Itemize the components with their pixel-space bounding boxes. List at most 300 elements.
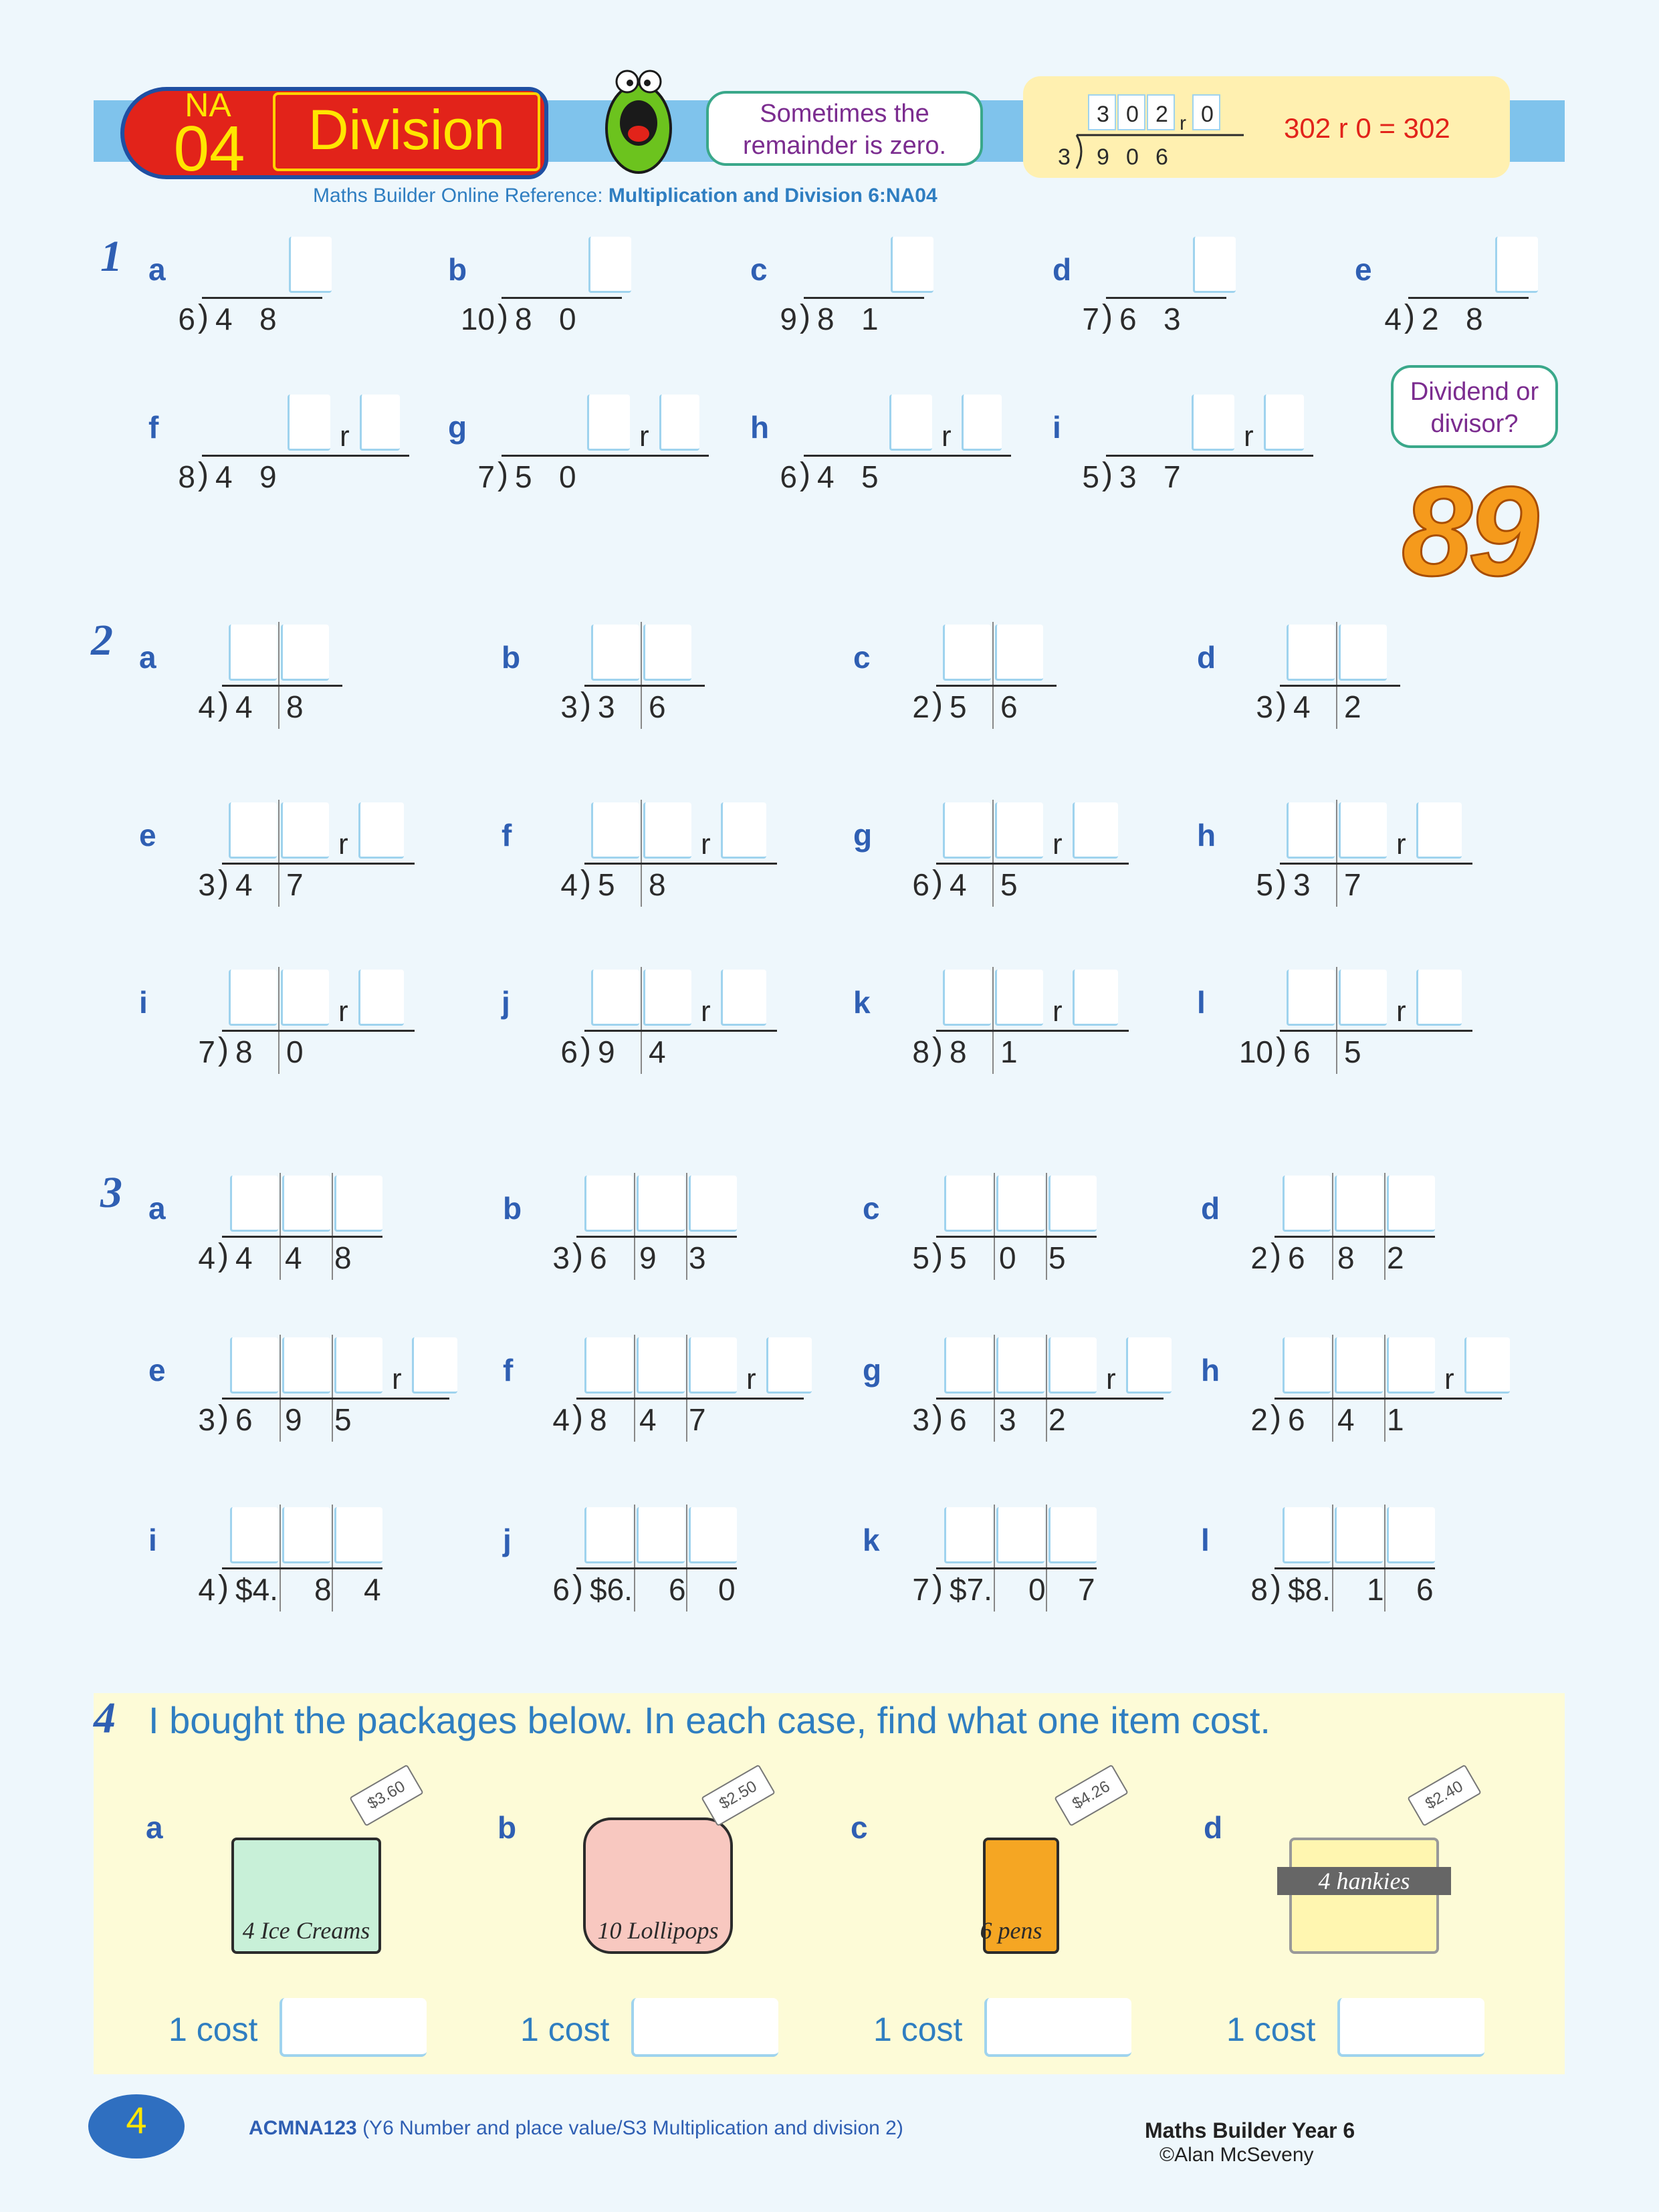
remainder-box[interactable] <box>1416 802 1462 859</box>
page-number: 4 <box>126 2099 147 2141</box>
dividend-digit: 0 <box>999 1240 1016 1275</box>
divisor: 2 <box>912 689 929 724</box>
problem-letter: e <box>139 818 156 853</box>
answer-box[interactable] <box>334 1507 382 1563</box>
number-characters-89: 89 <box>1402 461 1535 602</box>
division-bar <box>202 455 409 457</box>
answer-box[interactable] <box>1335 1176 1383 1232</box>
divisor: 2 <box>1250 1402 1268 1437</box>
dividend-digit: 4 <box>235 689 253 724</box>
column-divider <box>686 1505 687 1612</box>
problem-letter: k <box>863 1523 880 1557</box>
problem-letter: d <box>1197 640 1216 675</box>
column-divider <box>992 967 994 1074</box>
divisor: 5 <box>912 1240 929 1275</box>
division-bar <box>804 297 924 299</box>
division-bar <box>222 1236 382 1238</box>
example-dividend-digit: 6 <box>1155 144 1168 170</box>
thought-bubble: Dividend or divisor? <box>1391 365 1558 448</box>
answer-box[interactable] <box>889 395 932 451</box>
dividend-digit: 8 <box>259 302 277 336</box>
problem-letter: g <box>448 410 467 445</box>
dividend-digit: 4 <box>285 1240 302 1275</box>
dividend-digit: 0 <box>559 302 576 336</box>
answer-box[interactable] <box>591 970 639 1026</box>
answer-box[interactable] <box>995 802 1043 859</box>
division-bar <box>936 1030 1129 1032</box>
dividend-digit: 8 <box>590 1402 607 1437</box>
division-bar <box>936 863 1129 865</box>
column-divider <box>641 622 642 729</box>
dividend-digit: 6 <box>235 1402 253 1437</box>
online-reference <box>313 185 937 207</box>
dividend-digit: 3 <box>999 1402 1016 1437</box>
answer-box[interactable] <box>943 970 991 1026</box>
remainder-box[interactable] <box>659 395 699 451</box>
answer-box[interactable] <box>643 625 691 681</box>
cost-answer-box[interactable] <box>631 1998 778 2057</box>
remainder-box[interactable] <box>962 395 1002 451</box>
remainder-box[interactable] <box>1416 970 1462 1026</box>
problem-letter: i <box>1053 410 1061 445</box>
dividend-digit: 4 <box>364 1572 381 1607</box>
divisor: 6 <box>912 867 929 902</box>
remainder-box[interactable] <box>1264 395 1304 451</box>
dividend-digit: 7 <box>1164 459 1181 494</box>
cost-answer-box[interactable] <box>280 1998 427 2057</box>
division-bracket: ) <box>1276 687 1287 722</box>
remainder-box[interactable] <box>358 970 404 1026</box>
answer-box[interactable] <box>584 1337 633 1394</box>
dividend-digit: 8 <box>314 1572 332 1607</box>
problem-letter: h <box>750 410 770 445</box>
dividend-digit: 7 <box>689 1402 706 1437</box>
division-bar <box>1275 1236 1435 1238</box>
division-bracket: ) <box>218 1569 229 1605</box>
answer-box[interactable] <box>289 237 332 293</box>
divisor: 3 <box>198 867 215 902</box>
division-bar <box>584 685 705 687</box>
answer-box[interactable] <box>584 1507 633 1563</box>
answer-box[interactable] <box>1283 1507 1331 1563</box>
column-divider <box>1332 1335 1333 1442</box>
column-divider <box>278 800 280 907</box>
divisor: 3 <box>912 1402 929 1437</box>
dividend-digit: 6 <box>1288 1240 1305 1275</box>
answer-box[interactable] <box>689 1176 737 1232</box>
divisor: 5 <box>1082 459 1099 494</box>
remainder-box[interactable] <box>358 802 404 859</box>
answer-box[interactable] <box>643 970 691 1026</box>
division-bar <box>222 1567 382 1569</box>
dividend-digit: 6 <box>590 1240 607 1275</box>
item-letter: b <box>497 1810 517 1845</box>
example-r-label: r <box>1180 112 1186 134</box>
answer-box[interactable] <box>281 970 329 1026</box>
division-bracket: ) <box>198 299 209 334</box>
division-bar <box>936 1236 1097 1238</box>
divisor: 4 <box>552 1402 570 1437</box>
problem-letter: f <box>502 818 512 853</box>
example-remainder: 0 <box>1201 102 1214 127</box>
dividend-digit: $4. <box>235 1572 278 1607</box>
division-bar <box>584 1030 777 1032</box>
division-bracket: ) <box>1270 1569 1281 1605</box>
division-bar <box>804 455 1011 457</box>
division-bar <box>1275 1398 1502 1400</box>
column-divider <box>1336 800 1337 907</box>
answer-box[interactable] <box>637 1337 685 1394</box>
division-bar <box>936 1567 1097 1569</box>
answer-box[interactable] <box>944 1337 992 1394</box>
divisor: 7 <box>198 1034 215 1069</box>
remainder-label: r <box>701 828 711 861</box>
division-bracket: ) <box>1276 1032 1287 1067</box>
remainder-box[interactable] <box>412 1337 457 1394</box>
answer-box[interactable] <box>229 625 277 681</box>
divisor: 4 <box>198 689 215 724</box>
division-bracket: ) <box>580 687 591 722</box>
answer-box[interactable] <box>996 1176 1044 1232</box>
remainder-label: r <box>746 1363 756 1396</box>
dividend-digit: 4 <box>649 1034 666 1069</box>
problem-letter: h <box>1197 818 1216 853</box>
division-bracket: ) <box>1276 865 1287 900</box>
division-bracket: ) <box>572 1400 583 1435</box>
dividend-digit: 5 <box>334 1402 352 1437</box>
column-divider <box>278 622 280 729</box>
divisor: 4 <box>198 1572 215 1607</box>
division-bar <box>576 1398 804 1400</box>
answer-box[interactable] <box>591 625 639 681</box>
dividend-digit: 8 <box>334 1240 352 1275</box>
dividend-digit: 6 <box>1288 1402 1305 1437</box>
divisor: 3 <box>198 1402 215 1437</box>
remainder-box[interactable] <box>1464 1337 1510 1394</box>
answer-box[interactable] <box>281 625 329 681</box>
division-bar <box>222 1030 415 1032</box>
remainder-label: r <box>639 420 649 453</box>
dividend-digit: 5 <box>861 459 879 494</box>
dividend-digit: 0 <box>1028 1572 1046 1607</box>
answer-box[interactable] <box>282 1337 330 1394</box>
answer-box[interactable] <box>996 1507 1044 1563</box>
divisor: 10 <box>1238 1034 1273 1069</box>
curriculum-reference <box>249 2117 903 2140</box>
division-bracket: ) <box>218 1400 229 1435</box>
dividend-digit: 0 <box>559 459 576 494</box>
column-divider <box>634 1173 635 1280</box>
answer-box[interactable] <box>281 802 329 859</box>
example-quotient-digit: 0 <box>1126 102 1139 127</box>
remainder-box[interactable] <box>721 802 766 859</box>
remainder-box[interactable] <box>766 1337 812 1394</box>
answer-box[interactable] <box>1287 802 1335 859</box>
remainder-label: r <box>340 420 350 453</box>
dividend-digit: 4 <box>1293 689 1311 724</box>
column-divider <box>278 967 280 1074</box>
question-number-4: 4 <box>94 1694 116 1743</box>
mascot-icon <box>602 62 675 175</box>
topic-number: 04 <box>173 113 245 185</box>
problem-letter: e <box>148 1353 166 1388</box>
item-letter: d <box>1204 1810 1223 1845</box>
example-result: 302 r 0 = 302 <box>1284 112 1450 144</box>
problem-letter: c <box>863 1191 880 1226</box>
problem-letter: g <box>863 1353 882 1388</box>
price-tag: $4.26 <box>1054 1764 1129 1826</box>
division-bar <box>502 297 622 299</box>
divisor: 5 <box>1256 867 1273 902</box>
price-tag: $3.60 <box>349 1764 424 1826</box>
answer-box[interactable] <box>637 1176 685 1232</box>
question-number-3: 3 <box>100 1168 122 1217</box>
answer-box[interactable] <box>995 970 1043 1026</box>
division-bar <box>1280 863 1472 865</box>
divisor: 4 <box>1384 302 1402 336</box>
division-bar <box>1275 1567 1435 1569</box>
dividend-digit: 5 <box>1344 1034 1361 1069</box>
problem-letter: f <box>148 410 159 445</box>
answer-box[interactable] <box>230 1507 278 1563</box>
column-divider <box>994 1335 995 1442</box>
answer-box[interactable] <box>334 1337 382 1394</box>
answer-box[interactable] <box>584 1176 633 1232</box>
answer-box[interactable] <box>334 1176 382 1232</box>
division-bracket: ) <box>497 457 508 492</box>
answer-box[interactable] <box>637 1507 685 1563</box>
answer-box[interactable] <box>1339 970 1387 1026</box>
answer-box[interactable] <box>1287 970 1335 1026</box>
column-divider <box>994 1505 995 1612</box>
column-divider <box>1336 622 1337 729</box>
column-divider <box>641 800 642 907</box>
strand-code: NA <box>185 86 231 124</box>
book-title: Maths Builder Year 6 <box>1145 2118 1355 2142</box>
dividend-digit: 5 <box>950 1240 967 1275</box>
dividend-digit: 9 <box>259 459 277 494</box>
answer-box[interactable] <box>1387 1176 1435 1232</box>
remainder-label: r <box>1396 995 1406 1028</box>
division-bar <box>1280 685 1400 687</box>
remainder-box[interactable] <box>1126 1337 1172 1394</box>
answer-box[interactable] <box>1283 1176 1331 1232</box>
answer-box[interactable] <box>282 1176 330 1232</box>
answer-box[interactable] <box>1335 1337 1383 1394</box>
dividend-digit: 5 <box>950 689 967 724</box>
dividend-digit: 5 <box>515 459 532 494</box>
dividend-digit: 2 <box>1048 1402 1066 1437</box>
answer-box[interactable] <box>944 1507 992 1563</box>
answer-box[interactable] <box>229 802 277 859</box>
column-divider <box>280 1335 281 1442</box>
division-bar <box>584 863 777 865</box>
answer-box[interactable] <box>996 1337 1044 1394</box>
answer-box[interactable] <box>1339 625 1387 681</box>
dividend-digit: 6 <box>1416 1572 1434 1607</box>
curriculum-code: ACMNA123 <box>249 2117 357 2139</box>
dividend-digit: 0 <box>286 1034 304 1069</box>
answer-box[interactable] <box>1193 237 1236 293</box>
answer-box[interactable] <box>643 802 691 859</box>
divisor: 6 <box>780 459 797 494</box>
answer-box[interactable] <box>1192 395 1234 451</box>
division-bracket: ) <box>932 1400 943 1435</box>
answer-box[interactable] <box>689 1337 737 1394</box>
division-bar <box>576 1567 737 1569</box>
dividend-digit: 4 <box>817 459 835 494</box>
cost-answer-box[interactable] <box>984 1998 1131 2057</box>
dividend-digit: 1 <box>861 302 879 336</box>
problem-letter: j <box>503 1523 512 1557</box>
dividend-digit: 8 <box>649 867 666 902</box>
tip-speech-bubble: Sometimes the remainder is zero. <box>706 91 983 166</box>
answer-box[interactable] <box>1048 1507 1097 1563</box>
answer-box[interactable] <box>1387 1337 1435 1394</box>
dividend-digit: 4 <box>215 459 233 494</box>
divisor: 10 <box>460 302 495 336</box>
column-divider <box>332 1505 333 1612</box>
example-dividend-digit: 9 <box>1097 144 1109 170</box>
answer-box[interactable] <box>689 1507 737 1563</box>
dividend-digit: $7. <box>950 1572 992 1607</box>
divisor: 3 <box>1256 689 1273 724</box>
problem-letter: b <box>503 1191 522 1226</box>
cost-label: 1 cost <box>873 2011 963 2048</box>
answer-box[interactable] <box>1387 1507 1435 1563</box>
answer-box[interactable] <box>288 395 330 451</box>
column-divider <box>641 967 642 1074</box>
remainder-label: r <box>1053 828 1063 861</box>
answer-box[interactable] <box>230 1337 278 1394</box>
division-bracket: ) <box>572 1569 583 1605</box>
division-bracket: ) <box>572 1238 583 1273</box>
divisor: 7 <box>1082 302 1099 336</box>
divisor: 9 <box>780 302 797 336</box>
division-bracket: ) <box>218 865 229 900</box>
column-divider <box>1332 1173 1333 1280</box>
problem-letter: f <box>503 1353 514 1388</box>
dividend-digit: 1 <box>1367 1572 1384 1607</box>
division-bar <box>1280 1030 1472 1032</box>
answer-box[interactable] <box>1339 802 1387 859</box>
divisor: 7 <box>912 1572 929 1607</box>
problem-letter: b <box>502 640 521 675</box>
problem-letter: g <box>853 818 873 853</box>
division-bracket: ) <box>1102 457 1113 492</box>
answer-box[interactable] <box>943 802 991 859</box>
dividend-digit: 4 <box>235 867 253 902</box>
division-bracket: ) <box>218 1238 229 1273</box>
remainder-box[interactable] <box>1073 970 1118 1026</box>
divisor: 8 <box>178 459 195 494</box>
division-bar <box>1408 297 1529 299</box>
cost-label: 1 cost <box>520 2011 610 2048</box>
column-divider <box>280 1173 281 1280</box>
remainder-label: r <box>338 828 348 861</box>
dividend-digit: 6 <box>1119 302 1137 336</box>
answer-box[interactable] <box>1287 625 1335 681</box>
problem-letter: c <box>750 252 768 287</box>
dividend-digit: 1 <box>1000 1034 1018 1069</box>
column-divider <box>332 1335 333 1442</box>
dividend-digit: 8 <box>235 1034 253 1069</box>
problem-letter: i <box>139 985 148 1020</box>
division-bracket: ) <box>932 865 943 900</box>
remainder-label: r <box>338 995 348 1028</box>
answer-box[interactable] <box>588 237 631 293</box>
column-divider <box>686 1335 687 1442</box>
dividend-digit: 4 <box>1337 1402 1355 1437</box>
example-divisor: 3 <box>1058 144 1071 170</box>
division-bracket: ) <box>1102 299 1113 334</box>
dividend-digit: 2 <box>1422 302 1439 336</box>
answer-box[interactable] <box>587 395 630 451</box>
column-divider <box>332 1173 333 1280</box>
answer-box[interactable] <box>229 970 277 1026</box>
dividend-digit: 3 <box>598 689 615 724</box>
dividend-digit: 4 <box>215 302 233 336</box>
dividend-digit: 3 <box>689 1240 706 1275</box>
division-bar <box>576 1236 737 1238</box>
remainder-box[interactable] <box>1073 802 1118 859</box>
dividend-digit: 9 <box>639 1240 657 1275</box>
division-bracket: ) <box>198 457 209 492</box>
answer-box[interactable] <box>891 237 933 293</box>
dividend-digit: 7 <box>1078 1572 1095 1607</box>
dividend-digit: 3 <box>1119 459 1137 494</box>
answer-box[interactable] <box>1048 1176 1097 1232</box>
cost-label: 1 cost <box>169 2011 258 2048</box>
dividend-digit: 6 <box>1293 1034 1311 1069</box>
answer-box[interactable] <box>1495 237 1538 293</box>
cost-answer-box[interactable] <box>1337 1998 1484 2057</box>
problem-letter: b <box>448 252 467 287</box>
division-bracket: ) <box>932 687 943 722</box>
problem-letter: i <box>148 1523 157 1557</box>
answer-box[interactable] <box>1335 1507 1383 1563</box>
price-tag: $2.40 <box>1407 1764 1482 1826</box>
dividend-digit: 6 <box>1000 689 1018 724</box>
answer-box[interactable] <box>230 1176 278 1232</box>
remainder-box[interactable] <box>721 970 766 1026</box>
answer-box[interactable] <box>1048 1337 1097 1394</box>
answer-box[interactable] <box>943 625 991 681</box>
column-divider <box>1046 1173 1047 1280</box>
answer-box[interactable] <box>995 625 1043 681</box>
package-label: 4 hankies <box>1277 1867 1451 1895</box>
dividend-digit: $8. <box>1288 1572 1331 1607</box>
dividend-digit: 5 <box>1048 1240 1066 1275</box>
remainder-box[interactable] <box>360 395 400 451</box>
column-divider <box>1384 1335 1386 1442</box>
column-divider <box>634 1335 635 1442</box>
answer-box[interactable] <box>591 802 639 859</box>
division-bar <box>1106 297 1226 299</box>
answer-box[interactable] <box>944 1176 992 1232</box>
dividend-digit: 3 <box>1164 302 1181 336</box>
answer-box[interactable] <box>1283 1337 1331 1394</box>
package-label: 10 Lollipops <box>597 1917 719 1944</box>
answer-box[interactable] <box>282 1507 330 1563</box>
dividend-digit: 1 <box>1387 1402 1404 1437</box>
division-bar <box>502 455 709 457</box>
dividend-digit: 6 <box>649 689 666 724</box>
problem-letter: a <box>148 1191 166 1226</box>
division-bracket: ) <box>932 1032 943 1067</box>
problem-letter: d <box>1201 1191 1220 1226</box>
dividend-digit: 2 <box>1344 689 1361 724</box>
